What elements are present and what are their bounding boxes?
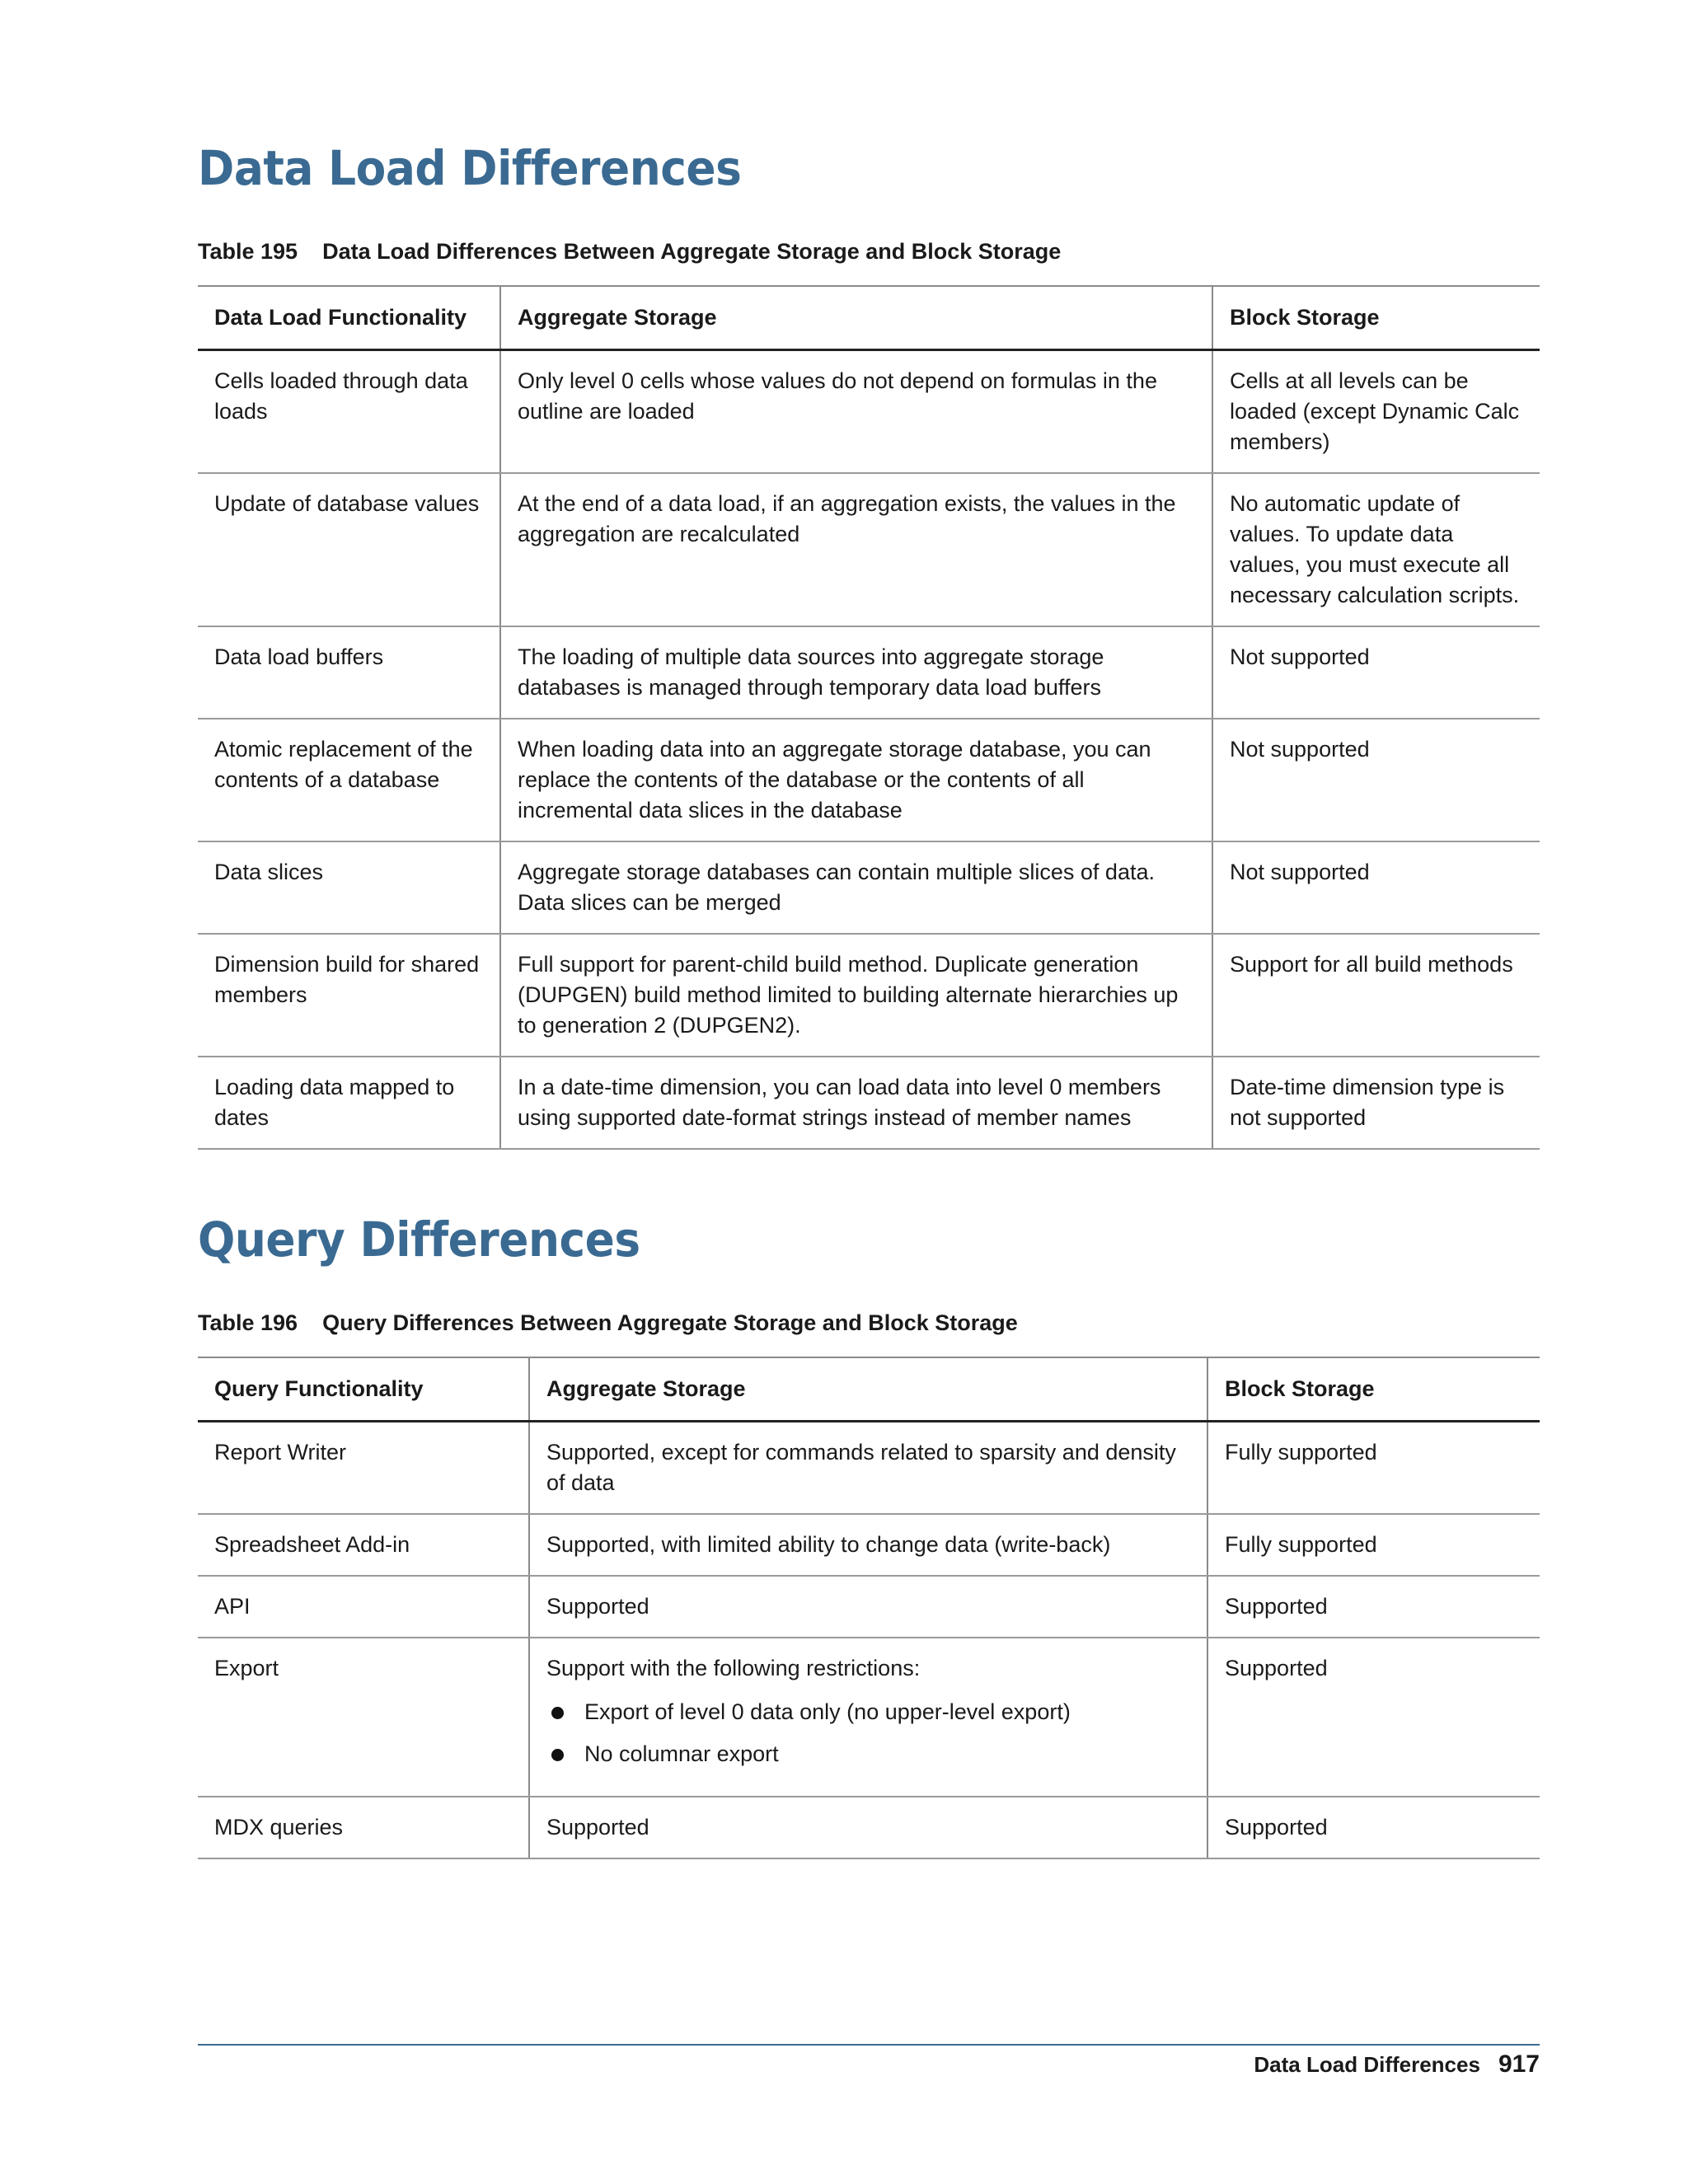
column-header: Block Storage — [1212, 286, 1540, 350]
table-cell: Cells at all levels can be loaded (except Dynamic Calc members) — [1212, 350, 1540, 474]
table-cell: Supported — [1207, 1797, 1540, 1858]
table-cell: Supported — [1207, 1576, 1540, 1638]
table-cell: Aggregate storage databases can contain multiple slices of data. Data slices can be merged — [500, 841, 1212, 934]
footer-section-name: Data Load Differences — [1254, 2052, 1480, 2077]
column-header: Query Functionality — [198, 1357, 529, 1422]
table-row — [198, 841, 1540, 934]
table-cell: Not supported — [1212, 719, 1540, 841]
column-header: Data Load Functionality — [198, 286, 500, 350]
table-cell: Dimension build for shared members — [198, 934, 500, 1057]
table-title: Query Differences Between Aggregate Storage and Block Storage — [322, 1310, 1018, 1335]
table-cell: Only level 0 cells whose values do not depend on formulas in the outline are loaded — [500, 350, 1212, 474]
table-row — [198, 1797, 1540, 1858]
column-header: Aggregate Storage — [500, 286, 1212, 350]
table-number: Table 196 — [198, 1310, 298, 1335]
table-cell: Date-time dimension type is not supported — [1212, 1057, 1540, 1149]
page-footer — [1254, 2050, 1540, 2079]
table-cell: MDX queries — [198, 1797, 529, 1858]
table-row — [198, 1576, 1540, 1638]
table-row — [198, 1057, 1540, 1149]
table-cell: Data slices — [198, 841, 500, 934]
table-cell: Loading data mapped to dates — [198, 1057, 500, 1149]
table-row — [198, 1638, 1540, 1797]
table-cell: API — [198, 1576, 529, 1638]
table-row — [198, 626, 1540, 719]
table-cell: The loading of multiple data sources into aggregate storage databases is managed through temporary data load buffers — [500, 626, 1212, 719]
export-restrictions-intro: Support with the following restrictions: — [546, 1656, 921, 1680]
table-header-row — [198, 286, 1540, 350]
column-header: Aggregate Storage — [529, 1357, 1207, 1422]
table-cell: No automatic update of values. To update data values, you must execute all necessary calculation scripts. — [1212, 473, 1540, 626]
table-cell: Data load buffers — [198, 626, 500, 719]
table-header-row — [198, 1357, 1540, 1422]
table-cell: Supported — [1207, 1638, 1540, 1797]
table-cell: Not supported — [1212, 626, 1540, 719]
table-cell: Atomic replacement of the contents of a database — [198, 719, 500, 841]
section-heading-data-load: Data Load Differences — [198, 140, 742, 196]
table-row — [198, 1514, 1540, 1576]
table-cell: Fully supported — [1207, 1514, 1540, 1576]
table-row — [198, 719, 1540, 841]
table-cell: Not supported — [1212, 841, 1540, 934]
table-number: Table 195 — [198, 239, 298, 264]
table-cell: Supported — [529, 1797, 1207, 1858]
table-row — [198, 1422, 1540, 1515]
query-differences-table — [198, 1357, 1540, 1859]
data-load-differences-table — [198, 285, 1540, 1150]
column-header: Block Storage — [1207, 1357, 1540, 1422]
table-cell — [529, 1638, 1207, 1797]
footer-rule — [198, 2044, 1540, 2046]
table-cell: Cells loaded through data loads — [198, 350, 500, 474]
bullet-item: No columnar export — [546, 1739, 1190, 1769]
table-cell: Supported — [529, 1576, 1207, 1638]
table-196-caption — [198, 1310, 1018, 1336]
table-cell: Support for all build methods — [1212, 934, 1540, 1057]
table-cell: When loading data into an aggregate storage database, you can replace the contents of the database or the contents of all incremental data slices in the database — [500, 719, 1212, 841]
table-row — [198, 473, 1540, 626]
table-195-caption — [198, 239, 1061, 265]
table-row — [198, 934, 1540, 1057]
page-number: 917 — [1498, 2050, 1540, 2078]
table-cell: Full support for parent-child build method. Duplicate generation (DUPGEN) build method limited to building alternate hierarchies up to generation 2 (DUPGEN2). — [500, 934, 1212, 1057]
table-cell: Export — [198, 1638, 529, 1797]
table-cell: In a date-time dimension, you can load data into level 0 members using supported date-format strings instead of member names — [500, 1057, 1212, 1149]
bullet-item: Export of level 0 data only (no upper-level export) — [546, 1697, 1190, 1727]
table-cell: Spreadsheet Add-in — [198, 1514, 529, 1576]
table-cell: Report Writer — [198, 1422, 529, 1515]
table-row — [198, 350, 1540, 474]
table-cell: At the end of a data load, if an aggregation exists, the values in the aggregation are recalculated — [500, 473, 1212, 626]
table-title: Data Load Differences Between Aggregate Storage and Block Storage — [322, 239, 1062, 264]
table-cell: Supported, except for commands related to sparsity and density of data — [529, 1422, 1207, 1515]
table-cell: Supported, with limited ability to change data (write-back) — [529, 1514, 1207, 1576]
table-cell: Update of database values — [198, 473, 500, 626]
bullet-list — [546, 1697, 1190, 1769]
table-cell: Fully supported — [1207, 1422, 1540, 1515]
section-heading-query: Query Differences — [198, 1212, 640, 1268]
